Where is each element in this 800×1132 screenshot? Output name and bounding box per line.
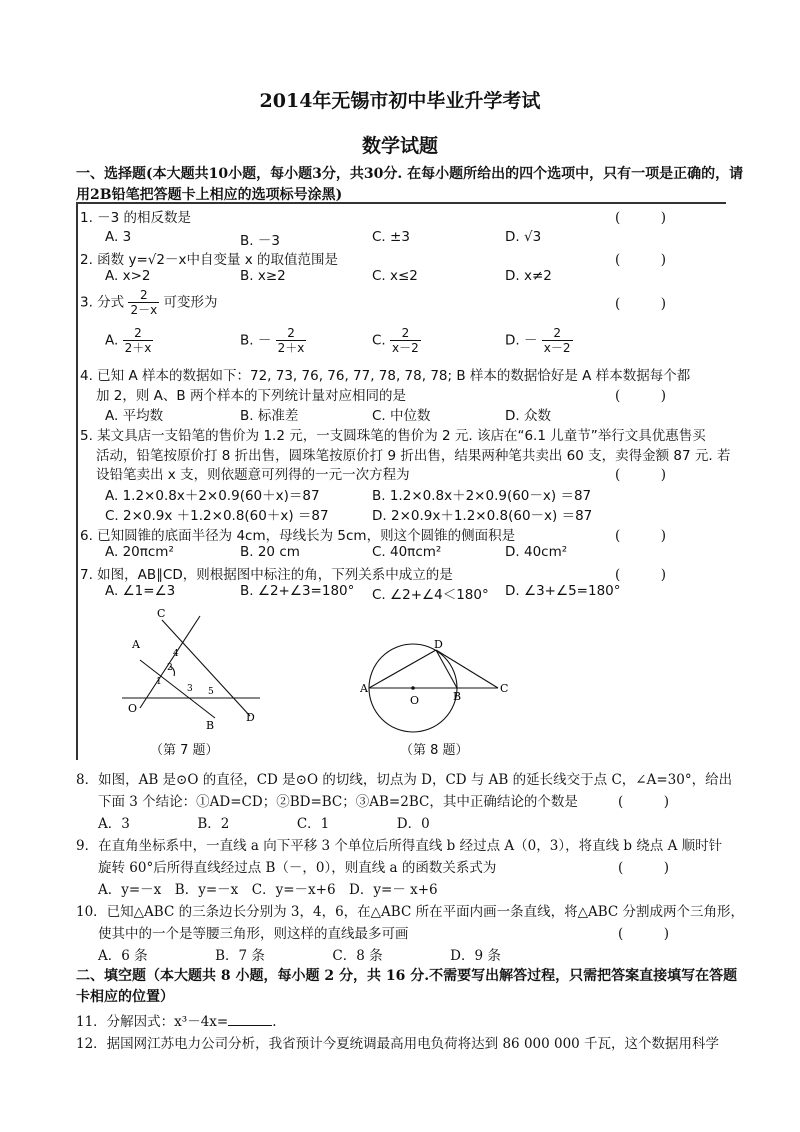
q4-stem-line2: 加 2，则 A、B 两个样本的下列统计量对应相同的是 xyxy=(96,388,406,404)
q3-option-a-label: A. xyxy=(105,332,119,349)
q3-stem xyxy=(80,288,218,317)
exam-title: 2014年无锡市初中毕业升学考试 xyxy=(259,90,541,112)
q11-period: . xyxy=(272,1014,277,1030)
q8-stem: 8．如图，AB 是⊙O 的直径，CD 是⊙O 的切线，切点为 D，CD 与 AB 的延长线交于点 C，∠A=30°，给出 xyxy=(76,772,733,788)
q3-a-den: 2＋x xyxy=(124,341,152,355)
q2-option-a: A. x>2 xyxy=(105,268,151,284)
q7-option-d: D. ∠3+∠5=180° xyxy=(505,583,621,599)
q9-stem: 9．在直角坐标系中，一直线 a 向下平移 3 个单位后所得直线 b 经过点 A（0，3），将直线 b 绕点 A 顺时针 xyxy=(76,838,723,854)
q3-option-b-frac xyxy=(276,326,307,355)
section1-heading-line2: 用2B铅笔把答题卡上相应的选项标号涂黑) xyxy=(76,187,343,203)
q3-option-b-label: B. － xyxy=(240,332,272,349)
q3-option-d-label: D. － xyxy=(505,332,538,349)
fig7-label-a: A xyxy=(132,638,140,651)
q3-option-a xyxy=(105,326,153,355)
figure-7-caption: （第 7 题） xyxy=(150,743,219,758)
q4-stem: 4. 已知 A 样本的数据如下：72, 73, 76, 76, 77, 78, 78, 78; B 样本的数据恰好是 A 样本数据每个都 xyxy=(80,368,691,384)
q3-frac-num: 2 xyxy=(128,288,159,303)
fig7-line-transversal xyxy=(140,616,200,708)
q2-stem: 2. 函数 y=√2－x中自变量 x 的取值范围是 xyxy=(80,252,339,268)
q3-b-den: 2＋x xyxy=(277,341,305,355)
q9-options: A．y=－x B．y=－x C．y=－x+6 D．y=－ x+6 xyxy=(98,882,438,898)
q3-frac-den: 2－x xyxy=(130,303,158,317)
q3-stem-post: 可变形为 xyxy=(163,294,218,311)
q4-option-c: C. 中位数 xyxy=(372,408,431,424)
q2-option-d: D. x≠2 xyxy=(505,268,552,284)
q1-stem: 1. －3 的相反数是 xyxy=(80,210,192,226)
q10-options: A．6 条 B．7 条 C．8 条 D．9 条 xyxy=(98,948,501,964)
q6-option-d: D. 40cm² xyxy=(505,544,568,560)
fig7-label-5: 5 xyxy=(208,687,214,697)
q5-option-b: B. 1.2×0.8x＋2×0.9(60－x) ＝87 xyxy=(372,488,592,504)
section2-heading: 二、填空题（本大题共 8 小题，每小题 2 分，共 16 分.不需要写出解答过程，只需把答案直接填写在答题 xyxy=(76,968,738,984)
q6-option-c: C. 40πcm² xyxy=(372,544,442,560)
q6-stem: 6. 已知圆锥的底面半径为 4cm，母线长为 5cm，则这个圆锥的侧面积是 xyxy=(80,528,516,544)
q6-answer-paren: ( ) xyxy=(615,528,667,544)
q7-option-c: C. ∠2+∠4＜180° xyxy=(372,587,489,603)
q11-stem xyxy=(76,1010,277,1030)
figure-8-caption: （第 8 题） xyxy=(400,743,469,758)
q1-option-d: D. √3 xyxy=(505,229,542,245)
q7-answer-paren: ( ) xyxy=(615,567,667,583)
q5-option-c: C. 2×0.9x ＋1.2×0.8(60＋x) ＝87 xyxy=(105,508,329,524)
q5-stem-line2: 活动，铅笔按原价打 8 折出售，圆珠笔按原价打 9 折出售，结果两种笔共卖出 60 支，卖得金额 87 元. 若 xyxy=(96,448,731,464)
q12-stem: 12．据国网江苏电力公司分析，我省预计今夏统调最高用电负荷将达到 86 000 000 千瓦，这个数据用科学 xyxy=(76,1036,720,1052)
q5-stem-line3: 设铅笔卖出 x 支，则依题意可列得的一元一次方程为 xyxy=(96,467,410,483)
section1-heading: 一、选择题(本大题共10小题，每小题3分，共30分. 在每小题所给出的四个选项中，只有一项是正确的，请 xyxy=(76,166,744,182)
q1-option-b: B. －3 xyxy=(240,233,280,249)
section2-heading-line2: 卡相应的位置） xyxy=(76,989,174,1005)
q7-option-a: A. ∠1=∠3 xyxy=(105,583,176,599)
fig7-label-1: 1 xyxy=(156,677,162,687)
q10-answer-paren: ( ) xyxy=(618,926,670,942)
fig7-line-cd xyxy=(162,620,250,716)
q7-option-b: B. ∠2+∠3=180° xyxy=(240,583,355,599)
q8-stem-line2: 下面 3 个结论：①AD=CD；②BD=BC；③AB=2BC，其中正确结论的个数是 xyxy=(98,794,578,810)
q11-text: 11．分解因式：x³－4x= xyxy=(76,1014,229,1030)
fig8-label-d: D xyxy=(434,638,443,651)
q3-b-num: 2 xyxy=(276,326,307,341)
q3-a-num: 2 xyxy=(123,326,154,341)
q5-option-a: A. 1.2×0.8x＋2×0.9(60＋x)＝87 xyxy=(105,488,320,504)
q9-answer-paren: ( ) xyxy=(618,860,670,876)
q5-answer-paren: ( ) xyxy=(615,467,667,483)
q3-stem-pre: 3. 分式 xyxy=(80,294,125,311)
q3-c-den: x－2 xyxy=(392,341,419,355)
q9-stem-line2: 旋转 60°后所得直线经过点 B（－，0），则直线 a 的函数关系式为 xyxy=(98,860,497,876)
q3-fraction xyxy=(128,288,159,317)
fig7-label-2: 2 xyxy=(167,663,173,673)
q3-option-c xyxy=(372,326,421,355)
q4-option-b: B. 标准差 xyxy=(240,408,299,424)
fig7-label-c: C xyxy=(157,608,166,620)
exam-subtitle: 数学试题 xyxy=(361,135,438,157)
q2-answer-paren: ( ) xyxy=(615,252,667,268)
fig8-center-dot xyxy=(411,686,415,690)
fig8-chord-db xyxy=(436,650,457,688)
q3-answer-paren: ( ) xyxy=(615,296,667,312)
q3-option-b xyxy=(240,326,306,355)
fig7-line-ob xyxy=(140,660,215,718)
q5-stem: 5. 某文具店一支铅笔的售价为 1.2 元，一支圆珠笔的售价为 2 元. 该店在“6.1 儿童节”举行文具优惠售买 xyxy=(80,428,706,444)
q2-option-b: B. x≥2 xyxy=(240,268,286,284)
q3-option-c-frac xyxy=(390,326,421,355)
fig7-label-3: 3 xyxy=(187,684,193,694)
q3-option-d xyxy=(505,326,573,355)
q6-option-b: B. 20 cm xyxy=(240,544,300,560)
q3-d-num: 2 xyxy=(542,326,573,341)
q11-answer-blank xyxy=(228,1013,272,1026)
fig8-label-o: O xyxy=(410,694,420,707)
q10-stem: 10．已知△ABC 的三条边长分别为 3，4，6，在△ABC 所在平面内画一条直线，将△ABC 分割成两个三角形， xyxy=(76,904,745,920)
q4-option-d: D. 众数 xyxy=(505,408,551,424)
q5-option-d: D. 2×0.9x＋1.2×0.8(60－x) ＝87 xyxy=(372,508,593,524)
fig7-label-b: B xyxy=(206,719,215,732)
fig8-chord-ad xyxy=(369,650,436,688)
q4-option-a: A. 平均数 xyxy=(105,408,164,424)
q6-option-a: A. 20πcm² xyxy=(105,544,174,560)
fig8-label-b: B xyxy=(453,690,462,703)
fig8-label-c: C xyxy=(500,682,509,695)
q3-c-num: 2 xyxy=(390,326,421,341)
q8-options: A．3 B．2 C．1 D．0 xyxy=(98,816,430,832)
q7-stem: 7. 如图，AB∥CD，则根据图中标注的角，下列关系中成立的是 xyxy=(80,567,453,583)
q3-d-den: x－2 xyxy=(543,341,571,355)
q10-stem-line2: 使其中的一个是等腰三角形，则这样的直线最多可画 xyxy=(98,926,409,942)
q1-answer-paren: ( ) xyxy=(615,210,667,226)
q4-answer-paren: ( ) xyxy=(615,388,667,404)
fig8-label-a: A xyxy=(360,682,368,695)
q1-option-c: C. ±3 xyxy=(372,229,410,245)
q3-option-c-label: C. xyxy=(372,332,386,349)
q2-option-c: C. x≤2 xyxy=(372,268,418,284)
q3-option-a-frac xyxy=(123,326,154,355)
fig7-label-4: 4 xyxy=(173,649,179,659)
fig8-tangent-dc xyxy=(436,650,498,688)
figure-8-diagram xyxy=(360,630,520,735)
fig7-label-o: O xyxy=(128,702,138,715)
figure-7-diagram xyxy=(120,608,270,733)
fig7-label-d: D xyxy=(246,711,255,724)
q8-answer-paren: ( ) xyxy=(618,794,670,810)
q3-option-d-frac xyxy=(542,326,573,355)
q1-option-a: A. 3 xyxy=(105,229,132,245)
